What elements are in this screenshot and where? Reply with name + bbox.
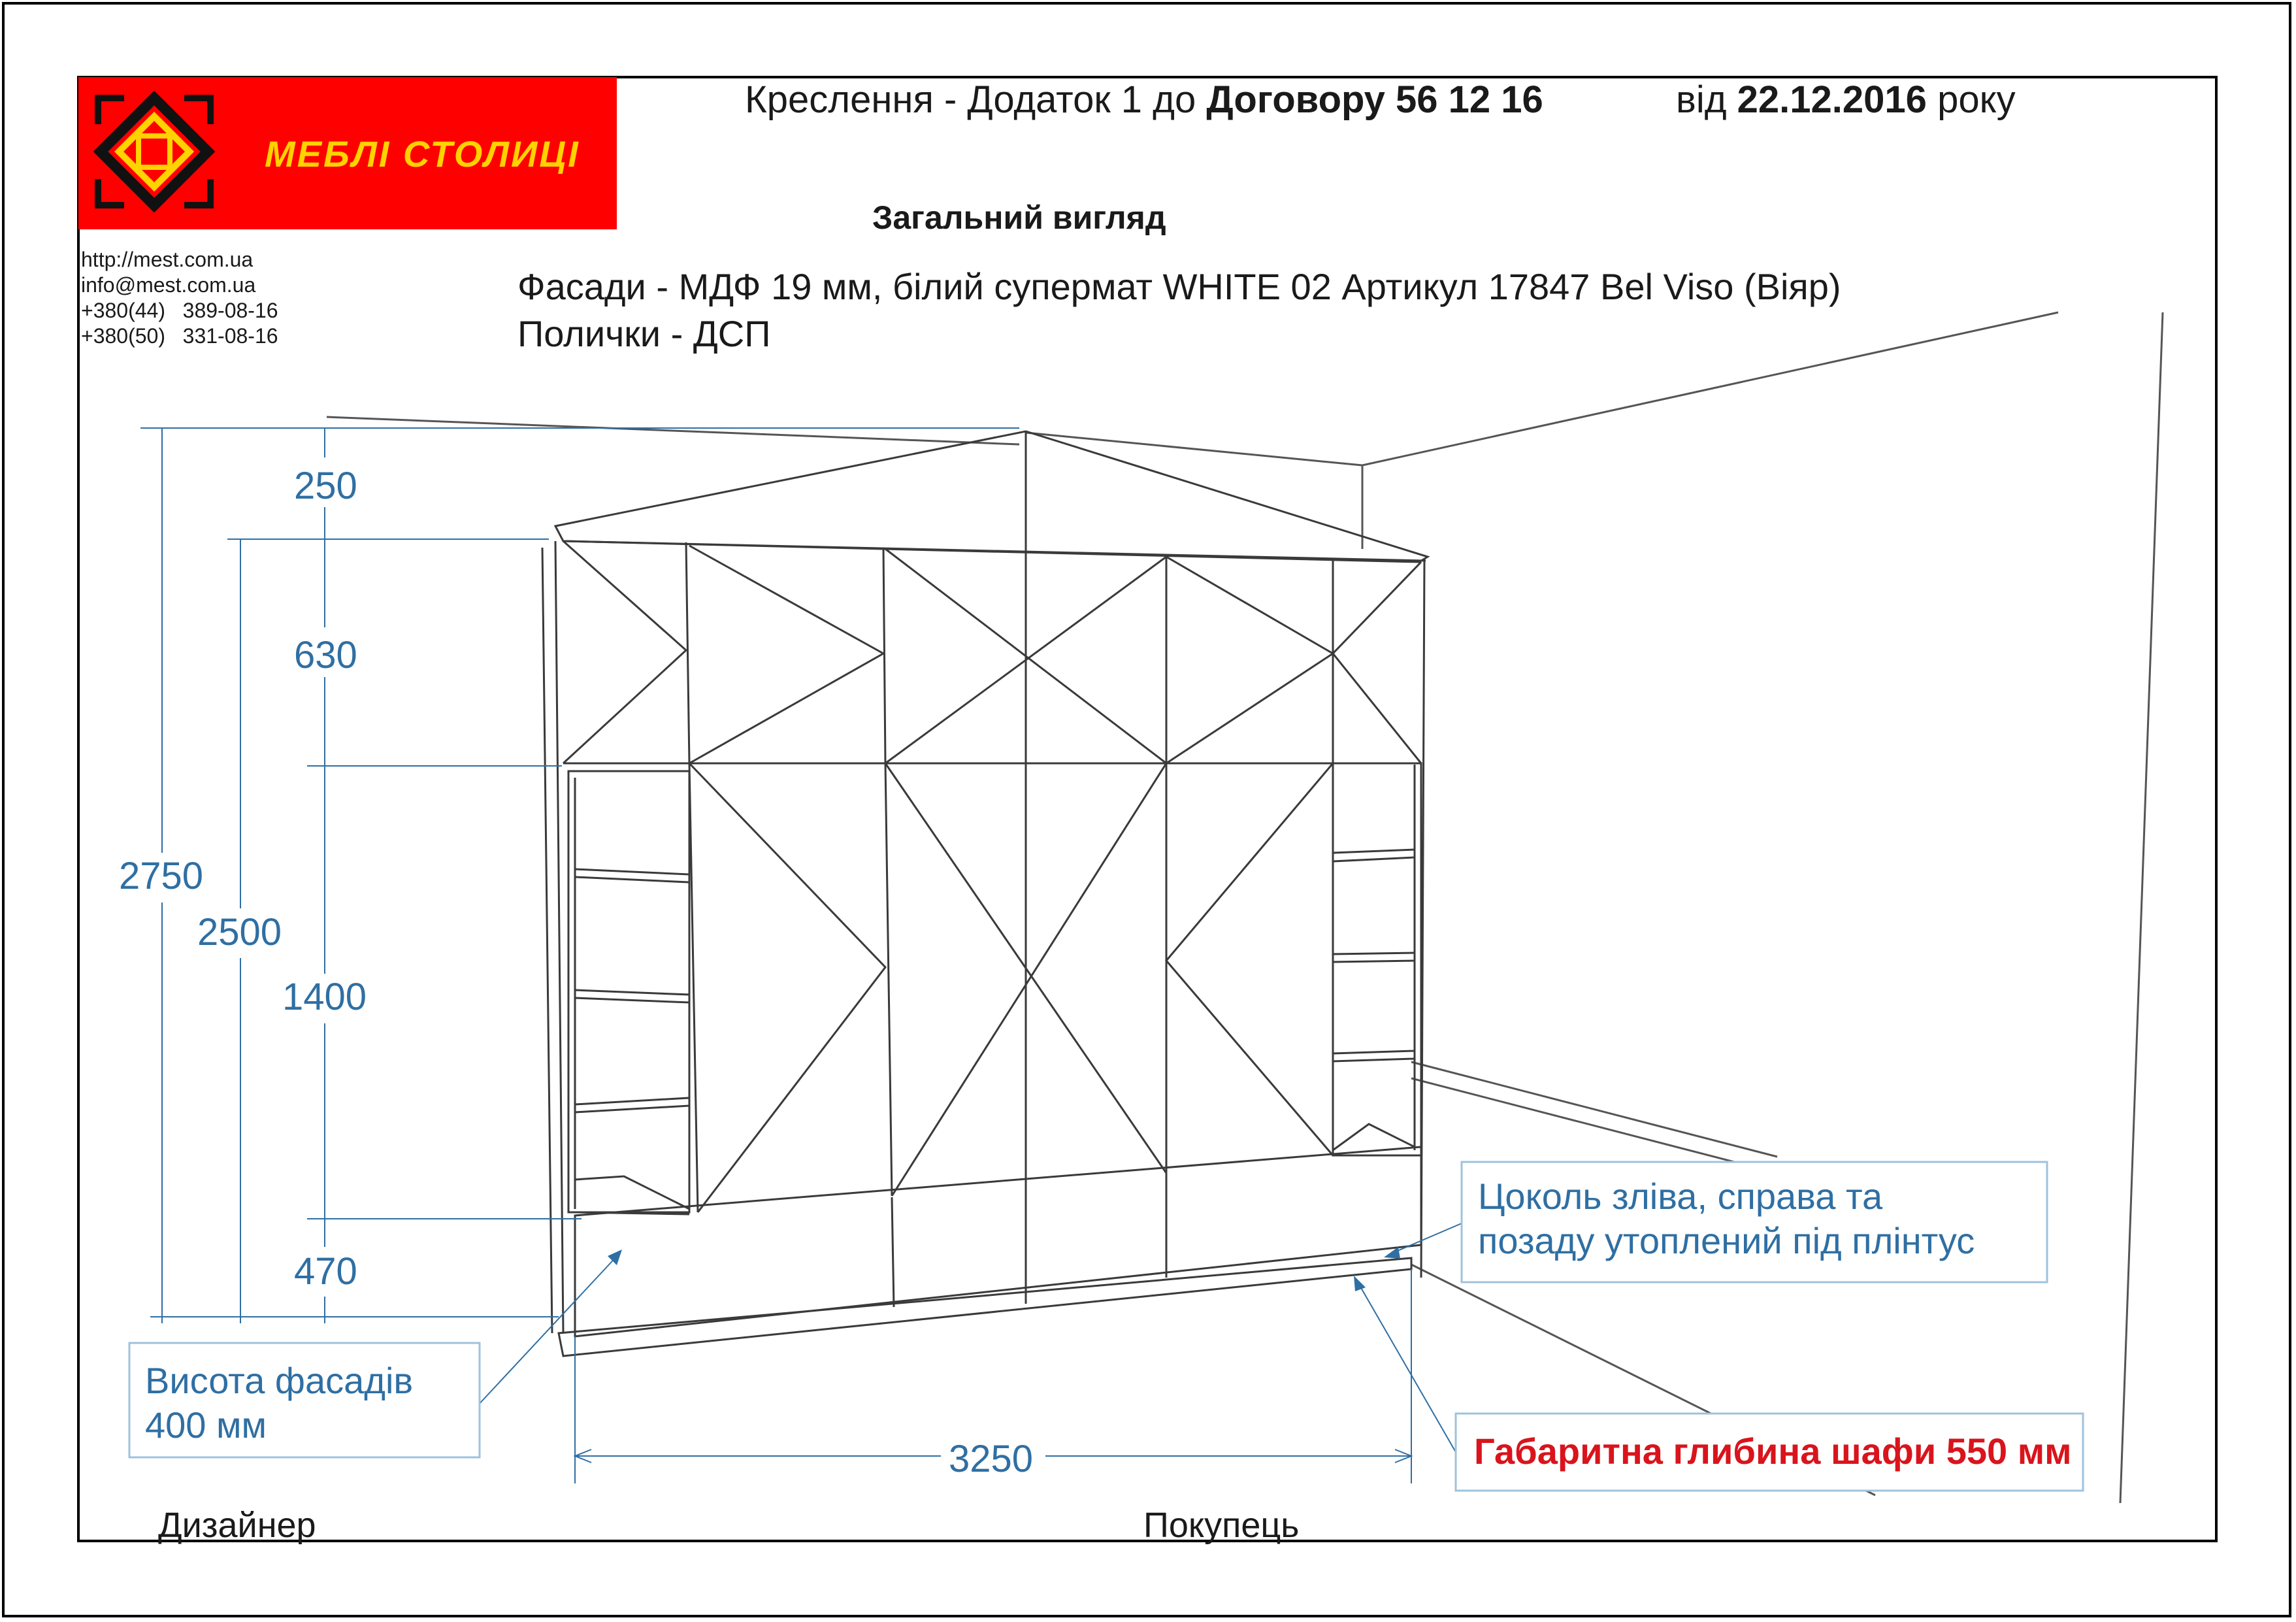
doc-prefix: Креслення - Додаток 1 до	[745, 78, 1207, 121]
dim-250: 250	[294, 465, 357, 507]
callout-depth	[1354, 1276, 2083, 1491]
plinth-line-2: позаду утоплений під плінтус	[1478, 1220, 1975, 1261]
buyer-label: Покупець	[1143, 1506, 1300, 1545]
depth-note: Габаритна глибина шафи 550 мм	[1474, 1431, 2072, 1472]
spec-line-2: Полички - ДСП	[517, 313, 771, 354]
designer-label: Дизайнер	[158, 1506, 316, 1545]
wardrobe-drawing	[542, 431, 1428, 1356]
email-link[interactable]: info@mest.com.ua	[81, 273, 256, 297]
spec-line-1: Фасади - МДФ 19 мм, білий супермат WHITE 02 Артикул 17847 Bel Viso (Віяр)	[517, 266, 1841, 307]
doc-contract: Договору 56 12 16	[1206, 78, 1543, 121]
view-title: Загальний вигляд	[872, 199, 1166, 236]
callout-facade-height	[129, 1250, 622, 1457]
phone-1: +380(44) 389-08-16	[81, 299, 278, 322]
callout-plinth	[1384, 1162, 2047, 1282]
wardrobe-plinth	[575, 1147, 1421, 1336]
date-suffix: року	[1926, 78, 2016, 121]
dim-470: 470	[294, 1250, 357, 1293]
date-value: 22.12.2016	[1737, 78, 1927, 121]
website-link[interactable]: http://mest.com.ua	[81, 248, 254, 271]
document-date	[1676, 78, 2016, 121]
logo-text: МЕБЛІ СТОЛИЦІ	[265, 133, 580, 174]
room-lines	[327, 312, 2163, 1503]
dim-1400: 1400	[282, 976, 367, 1018]
plinth-line-1: Цоколь зліва, справа та	[1478, 1176, 1883, 1217]
dim-2500: 2500	[197, 911, 282, 953]
dim-3250: 3250	[949, 1438, 1034, 1480]
document-title	[745, 78, 1543, 121]
date-prefix: від	[1676, 78, 1737, 121]
contact-block	[81, 248, 278, 348]
facade-height-line-1: Висота фасадів	[145, 1360, 414, 1401]
arrow-icon	[1354, 1276, 1366, 1291]
dim-630: 630	[294, 634, 357, 676]
company-logo	[78, 77, 617, 229]
phone-2: +380(50) 331-08-16	[81, 324, 278, 348]
dim-2750: 2750	[119, 855, 204, 897]
facade-height-line-2: 400 мм	[145, 1404, 267, 1446]
dimension-lines	[140, 428, 1411, 1483]
